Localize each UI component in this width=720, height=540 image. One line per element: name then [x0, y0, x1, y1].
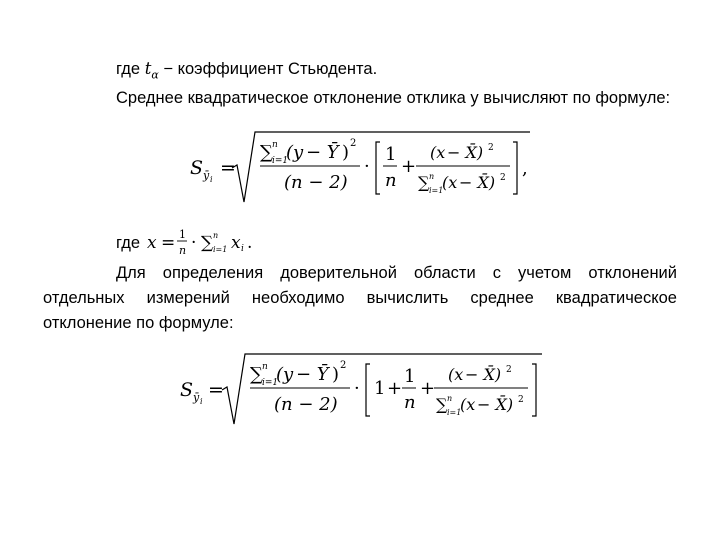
xbar-one: 1 — [179, 228, 186, 241]
f2-num-sum: ∑ — [250, 364, 263, 385]
f1-num-minus: − Ȳ — [306, 142, 339, 163]
f2-frac-one: 1 — [404, 366, 416, 387]
f2-plus1: + — [387, 378, 403, 399]
t-symbol: $t_\alpha$ — [144, 59, 159, 82]
f2-plus2: + — [420, 378, 436, 399]
para-line-2: отдельных измерений необходимо вычислить среднее квадратическое — [43, 289, 677, 307]
f2-num-expr: (y — [276, 364, 294, 385]
f1-lhs-subsub: i — [210, 175, 213, 184]
where-prefix-2: где — [116, 234, 141, 252]
f2-num-minus: − Ȳ — [296, 364, 329, 385]
formula-2 — [170, 350, 550, 430]
f2-lhs: S — [180, 379, 194, 401]
f2-eq: = — [208, 379, 224, 401]
xbar-n: n — [179, 244, 187, 257]
f1-num-sum: ∑ — [260, 142, 273, 163]
f1-lhs: S — [190, 157, 204, 179]
intro-line-t-alpha — [116, 59, 377, 85]
student-coefficient-text: − коэффициент Стьюдента. — [163, 60, 378, 78]
f1-left-bracket — [376, 142, 380, 194]
xbar-dot: · — [191, 233, 197, 253]
f2-frac2-num-sq: 2 — [506, 365, 512, 375]
xbar-xi: x — [231, 233, 241, 253]
f1-num-upper: n — [272, 140, 278, 150]
f2-lhs-sub: ȳ — [193, 391, 200, 404]
f2-frac2-den-upper: n — [447, 394, 453, 403]
f1-n: n — [385, 170, 397, 191]
where-xbar-line — [116, 233, 140, 253]
f1-dot: · — [364, 156, 370, 177]
f2-left-bracket — [366, 364, 370, 416]
f2-frac2-num-rest: − X̄) — [465, 365, 502, 384]
f1-frac2-den-expr: (x — [442, 173, 458, 192]
f1-plus: + — [401, 156, 417, 177]
f2-frac2-den-sq: 2 — [518, 395, 524, 405]
f1-one: 1 — [385, 144, 397, 165]
f2-frac2-den-lower: i=1 — [447, 408, 462, 417]
f2-one: 1 — [374, 378, 386, 399]
f2-den: (n − 2) — [274, 394, 338, 415]
f2-num-sq: 2 — [340, 360, 347, 371]
f2-frac2-den-expr: (x — [460, 395, 476, 414]
para-line-3: отклонение по формуле: — [43, 314, 234, 332]
f2-frac2-den-sum: ∑ — [436, 395, 448, 414]
formula-1 — [180, 128, 540, 208]
f1-frac2-den-lower: i=1 — [429, 186, 444, 195]
where-prefix-1: где — [116, 60, 141, 78]
f2-num-close: ) — [332, 364, 340, 385]
f1-lhs-sub: ȳ — [203, 169, 210, 182]
xbar-formula — [145, 224, 275, 260]
f2-right-bracket — [532, 364, 536, 416]
xbar-eq: = — [161, 233, 176, 253]
f2-lhs-subsub: i — [200, 397, 203, 406]
xbar-upper: n — [213, 231, 219, 240]
xbar-period: . — [247, 233, 253, 253]
f1-num-expr: (y — [286, 142, 304, 163]
f1-frac2-num-rest: − X̄) — [447, 143, 484, 162]
f2-num-upper: n — [262, 362, 268, 372]
xbar-xi-sub: i — [241, 244, 244, 254]
f1-frac2-num-sq: 2 — [488, 143, 494, 153]
xbar-x: x — [147, 233, 157, 253]
f2-n: n — [404, 392, 416, 413]
f1-num-lower: i=1 — [272, 156, 289, 166]
f1-den: (n − 2) — [284, 172, 348, 193]
f1-num-sq: 2 — [350, 138, 357, 149]
f1-comma: , — [522, 158, 528, 179]
f1-frac2-den-upper: n — [429, 172, 435, 181]
xbar-sum: ∑ — [201, 233, 214, 253]
f2-num-lower: i=1 — [262, 378, 279, 388]
para-line-1: Для определения доверительной области с учетом отклонений — [116, 264, 677, 282]
f1-frac2-den-sq: 2 — [500, 173, 506, 183]
f1-frac2-den-sum: ∑ — [418, 173, 430, 192]
f1-num-close: ) — [342, 142, 350, 163]
intro-line-std-dev: Среднее квадратическое отклонение отклика y вычисляют по формуле: — [116, 89, 671, 107]
f1-right-bracket — [513, 142, 517, 194]
f2-frac2-den-rest: − X̄) — [477, 395, 514, 414]
f1-eq: = — [220, 157, 236, 179]
f1-frac2-num: (x — [430, 143, 446, 162]
f2-dot: · — [354, 378, 360, 399]
f2-frac2-num: (x — [448, 365, 464, 384]
xbar-lower: i=1 — [213, 245, 228, 254]
f1-frac2-den-rest: − X̄) — [459, 173, 496, 192]
